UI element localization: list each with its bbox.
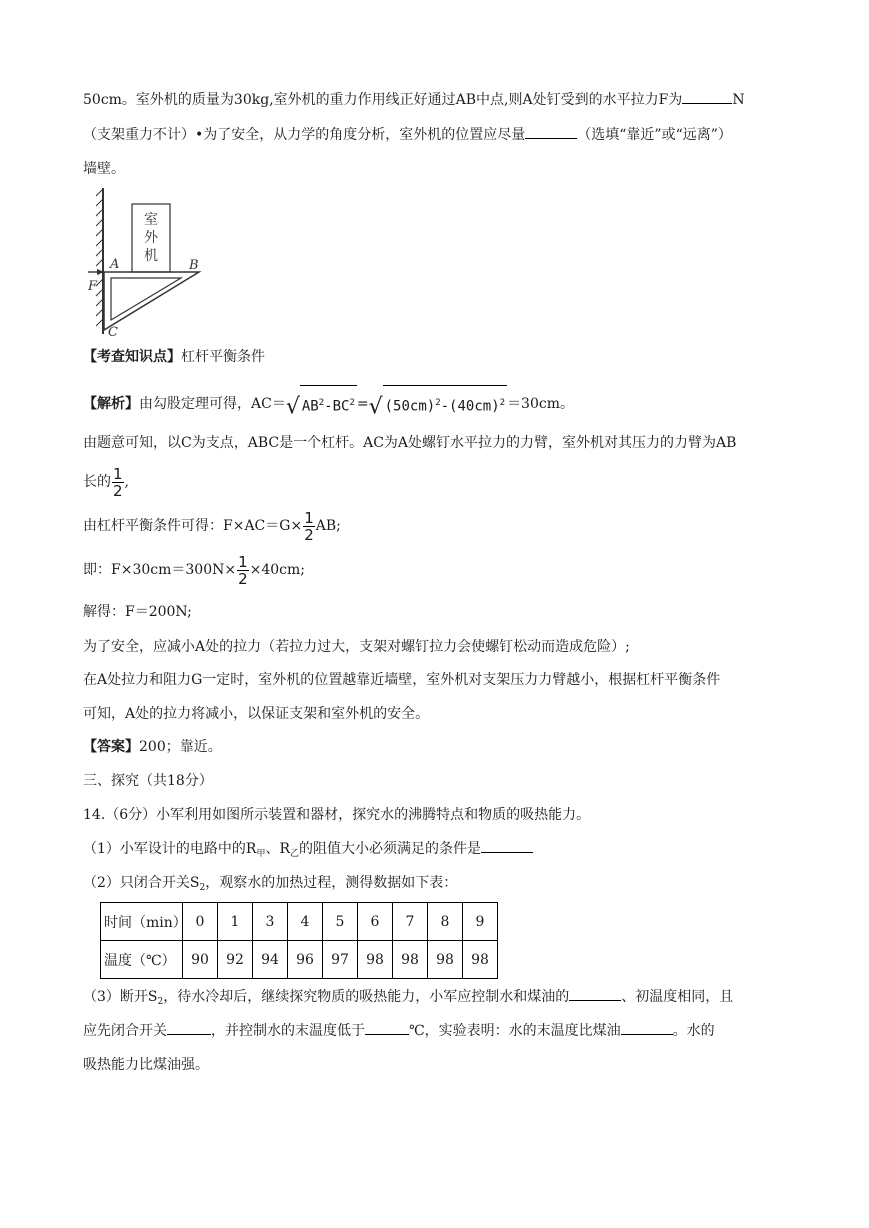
result-30cm: ＝30cm。: [507, 395, 574, 412]
q14-part-2: [83, 872, 457, 899]
sqrt2-exp-b: 2: [499, 398, 506, 408]
q14-2-sub: 2: [199, 883, 206, 893]
table-row-temperature: [101, 941, 498, 979]
sqrt1-bc: -BC: [324, 398, 350, 415]
table-cell: 98: [358, 941, 393, 979]
sqrt1-exp-a: 2: [318, 398, 325, 408]
answer-line: [83, 736, 222, 758]
analysis-line: [83, 385, 574, 423]
q13-unit-n: N: [732, 92, 745, 108]
table-cell: 98: [463, 941, 498, 979]
q14-1-text-a: （1）小军设计的电路中的R: [83, 841, 257, 857]
fraction-den: 2: [113, 481, 123, 500]
q14-3-text-e: ，并控制水的末温度低于: [211, 1023, 365, 1039]
table-cell: 1: [218, 903, 253, 941]
table-cell: 94: [253, 941, 288, 979]
fraction-half-2: [303, 510, 315, 543]
q14-3-sub: 2: [157, 997, 164, 1007]
q14-intro: 14.（6分）小军利用如图所示装置和器材，探究水的沸腾特点和物质的吸热能力。: [83, 807, 591, 823]
fraction-half-1: [112, 466, 124, 499]
table-cell: 90: [183, 941, 218, 979]
table-cell: 96: [288, 941, 323, 979]
q14-part-3-line-3: 吸热能力比煤油强。: [83, 1057, 209, 1073]
answer-text: 200；靠近。: [139, 739, 222, 755]
q14-1-text-mid: 、R: [265, 841, 291, 857]
q14-1-sub-jia: 甲: [256, 849, 266, 859]
q14-3-text-b: ，待水冷却后，继续探究物质的吸热能力，小军应控制水和煤油的: [163, 989, 570, 1005]
fraction-den: 2: [238, 569, 248, 588]
q14-1-text-b: 的阻值大小必须满足的条件是: [299, 841, 482, 857]
sqrt1-ab: AB: [301, 398, 319, 415]
knowledge-line: [83, 346, 265, 368]
sqrt2-50cm: (50cm): [384, 398, 436, 415]
outdoor-unit-char-3: 机: [144, 248, 158, 264]
table-row-time: [101, 903, 498, 941]
q14-2-text-a: （2）只闭合开关S: [83, 875, 200, 891]
q14-3-text-d: 应先闭合开关: [83, 1023, 167, 1039]
equals-sign: =: [356, 395, 369, 412]
table-cell: 0: [183, 903, 218, 941]
answer-blank-force[interactable]: [682, 89, 732, 104]
section-heading: 三、探究（共18分）: [83, 773, 213, 789]
q14-3-text-f: ℃，实验表明：水的末温度比煤油: [409, 1023, 621, 1039]
table-cell: 97: [323, 941, 358, 979]
table-cell: 5: [323, 903, 358, 941]
fraction-num: 1: [304, 508, 314, 527]
analysis-p3: [83, 506, 341, 546]
q14-3-text-c: 、初温度相同，且: [621, 989, 734, 1005]
q14-1-sub-yi: 乙: [290, 849, 300, 859]
table-cell: 98: [428, 941, 463, 979]
answer-blank-comparison[interactable]: [621, 1020, 673, 1035]
label-f: F: [88, 279, 98, 294]
table-cell: 92: [218, 941, 253, 979]
q14-3-text-a: （3）断开S: [83, 989, 158, 1005]
answer-blank-position[interactable]: [525, 124, 577, 139]
sqrt-expression-1: [286, 385, 357, 423]
sqrt2-exp-a: 2: [435, 398, 441, 408]
q13-text-2: （支架重力不计）•为了安全，从力学的角度分析，室外机的位置应尽量: [83, 127, 526, 143]
label-a: A: [110, 257, 120, 272]
sqrt1-exp-b: 2: [349, 398, 355, 408]
analysis-p2: [83, 462, 129, 502]
table-header-time: 时间（min）: [101, 903, 183, 941]
sqrt-symbol-2: √: [368, 394, 383, 420]
label-b: B: [189, 258, 199, 273]
knowledge-tag: 【考查知识点】: [83, 349, 181, 365]
table-cell: 4: [288, 903, 323, 941]
bracket-triangle-outer: [104, 272, 199, 330]
q13-line-3: 墙壁。: [83, 161, 125, 177]
fraction-den: 2: [304, 525, 314, 544]
fraction-half-3: [237, 554, 249, 587]
p3-text: 由杠杆平衡条件可得：F×AC＝G×: [83, 518, 303, 534]
analysis-p7: 在A处拉力和阻力G一定时，室外机的位置越靠近墙壁，室外机对支架压力力臂越小，根据杠杆平衡条件: [83, 672, 721, 688]
table-cell: 6: [358, 903, 393, 941]
table-header-temperature: 温度（℃）: [101, 941, 183, 979]
table-cell: 3: [253, 903, 288, 941]
outdoor-unit-char-1: 室: [144, 212, 158, 228]
bracket-triangle-inner: [111, 278, 181, 320]
analysis-p6: 为了安全，应减小A处的拉力（若拉力过大，支架对螺钉拉力会使螺钉松动而造成危险）;: [83, 639, 630, 655]
answer-blank-quantity[interactable]: [569, 986, 621, 1001]
q14-2-text-b: ，观察水的加热过程，测得数据如下表：: [205, 875, 458, 891]
outdoor-unit-char-2: 外: [144, 230, 158, 246]
table-cell: 7: [393, 903, 428, 941]
q13-choice-hint: （选填“靠近”或“远离”）: [577, 127, 732, 143]
data-table: [100, 902, 498, 979]
label-c: C: [108, 325, 118, 338]
sqrt2-40cm: -(40cm): [440, 398, 500, 415]
table-cell: 9: [463, 903, 498, 941]
q14-part-3-line-1: [83, 986, 733, 1013]
p2-comma: ,: [124, 474, 129, 490]
fraction-num: 1: [113, 464, 123, 483]
q13-text-1: 50cm。室外机的质量为30kg,室外机的重力作用线正好通过AB中点,则A处钉受到的水平拉力F为: [83, 92, 683, 108]
analysis-p5: 解得：F＝200N;: [83, 604, 192, 620]
wall-hatching: [96, 188, 103, 334]
p4-text: 即：F×30cm＝300N×: [83, 562, 237, 578]
q13-line-1: [83, 89, 745, 111]
q14-3-text-g: 。水的: [672, 1023, 715, 1039]
table-cell: 98: [393, 941, 428, 979]
answer-blank-temperature[interactable]: [365, 1020, 409, 1035]
analysis-tag: 【解析】: [83, 395, 139, 412]
bracket-figure: [86, 186, 216, 338]
answer-blank-switch[interactable]: [167, 1020, 211, 1035]
knowledge-text: 杠杆平衡条件: [181, 349, 265, 365]
q14-part-3-line-2: [83, 1020, 715, 1042]
p4-rest: ×40cm;: [249, 562, 306, 578]
p2-text: 长的: [83, 474, 111, 490]
p3-ab: AB;: [315, 518, 341, 534]
answer-blank-resistance[interactable]: [481, 838, 533, 853]
sqrt-expression-2: [369, 385, 507, 423]
fraction-num: 1: [238, 552, 248, 571]
answer-tag: 【答案】: [83, 739, 139, 755]
analysis-text: 由勾股定理可得，AC＝: [139, 395, 286, 412]
analysis-p4: [83, 550, 305, 590]
q13-line-2: [83, 124, 732, 146]
table-cell: 8: [428, 903, 463, 941]
q14-part-1: [83, 838, 533, 865]
analysis-p8: 可知，A处的拉力将减小，以保证支架和室外机的安全。: [83, 706, 430, 722]
sqrt-symbol-1: √: [285, 394, 300, 420]
analysis-p1: 由题意可知，以C为支点，ABC是一个杠杆。AC为A处螺钉水平拉力的力臂，室外机对其压力的力臂为AB: [83, 435, 737, 451]
